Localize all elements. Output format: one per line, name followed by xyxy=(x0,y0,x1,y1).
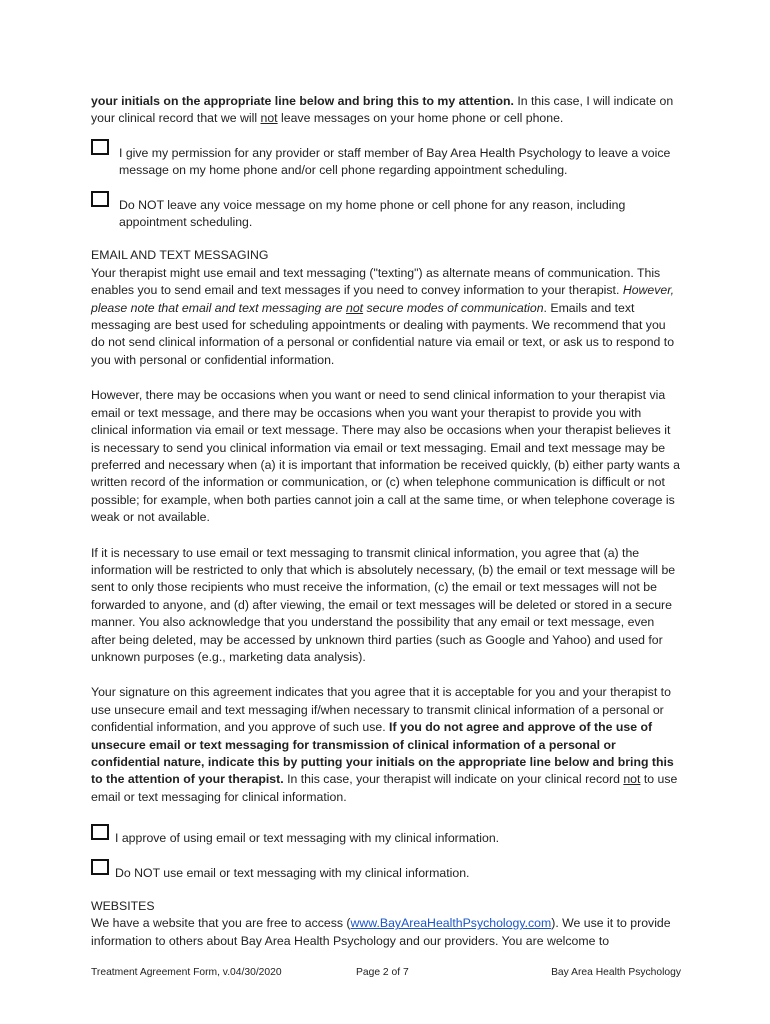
voice-permission-checkbox[interactable] xyxy=(91,139,109,155)
voice-permission-option xyxy=(91,145,681,180)
document-page xyxy=(91,93,681,950)
email-approve-checkbox[interactable] xyxy=(91,824,109,840)
email-deny-option xyxy=(91,865,681,882)
email-paragraph-1: Your therapist might use email and text messaging ("texting") as alternate means of communication. This enables you to send email and text messages if you need to convey information to your therapist. However, please note that email and text messaging are not secure modes of communication. Emails and text messaging are best used for scheduling appointments or dealing with payments. We recommend that you do not send clinical information of a personal or confidential nature via email or text, or ask us to respond to you with personal or confidential information. xyxy=(91,265,675,367)
footer-page-number: Page 2 of 7 xyxy=(356,967,409,978)
email-approve-label: I approve of using email or text messaging with my clinical information. xyxy=(115,831,500,846)
email-paragraph-4: Your signature on this agreement indicates that you agree that it is acceptable for you and your therapist to use unsecure email and text messaging if/when necessary to transmit clinical information of a personal or confidential information, and you approve of such use. If you do not agree and approve of the use of unsecure email or text messaging for transmission of clinical information of a personal or confidential nature, indicate this by putting your initials on the appropriate line below and bring this to the attention of your therapist. In this case, your therapist will indicate on your clinical record not to use email or text messaging for clinical information. xyxy=(91,685,678,804)
email-approve-option xyxy=(91,830,681,847)
websites-paragraph: We have a website that you are free to access (www.BayAreaHealthPsychology.com). We use it to provide information to others about Bay Area Health Psychology and our providers. You are welcome to xyxy=(91,916,671,948)
email-section-heading: EMAIL AND TEXT MESSAGING xyxy=(91,248,269,263)
email-paragraph-2: However, there may be occasions when you want or need to send clinical information to your therapist via email or text message, and there may be occasions when you want your therapist to provide you with clinical information via email or text message. There may also be occasions when your therapist believes it is necessary to send you clinical information via email or text messaging. Email and text message may be preferred and necessary when (a) it is important that information be received quickly, (b) either party wants a written record of the information or communication, or (c) when telephone communication is difficult or not possible; for example, when both parties cannot join a call at the same time, or when telephone coverage is weak or not available. xyxy=(91,388,680,525)
email-deny-label: Do NOT use email or text messaging with my clinical information. xyxy=(115,865,470,880)
email-deny-checkbox[interactable] xyxy=(91,859,109,875)
voice-deny-checkbox[interactable] xyxy=(91,191,109,207)
intro-paragraph: your initials on the appropriate line below and bring this to my attention. In this case, I will indicate on your clinical record that we will not leave messages on your home phone or cell phone. xyxy=(91,94,674,126)
voice-deny-label: Do NOT leave any voice message on my home phone or cell phone for any reason, including appointment scheduling. xyxy=(119,197,626,230)
intro-bold: your initials on the appropriate line below and bring this to my attention. xyxy=(91,94,514,108)
email-paragraph-3: If it is necessary to use email or text messaging to transmit clinical information, you agree that (a) the information will be restricted to only that which is absolutely necessary, (b) the email or text message will be sent to only those recipients who must receive the information, (c) the email or text messages will not be forwarded to anyone, and (d) after viewing, the email or text messages will be deleted or stored in a secure manner. You also acknowledge that you understand the possibility that any email or text message, even after being deleted, may be accessed by unknown third parties (such as Google and Yahoo) and used for unknown purposes (e.g., marketing data analysis). xyxy=(91,545,676,664)
footer-form-version: Treatment Agreement Form, v.04/30/2020 xyxy=(91,967,282,978)
voice-deny-option xyxy=(91,197,681,232)
footer-org-name: Bay Area Health Psychology xyxy=(551,967,681,978)
websites-heading: WEBSITES xyxy=(91,899,155,914)
voice-permission-label: I give my permission for any provider or staff member of Bay Area Health Psychology to leave a voice message on my home phone and/or cell phone regarding appointment scheduling. xyxy=(119,145,671,178)
website-link[interactable]: www.BayAreaHealthPsychology.com xyxy=(350,916,552,931)
